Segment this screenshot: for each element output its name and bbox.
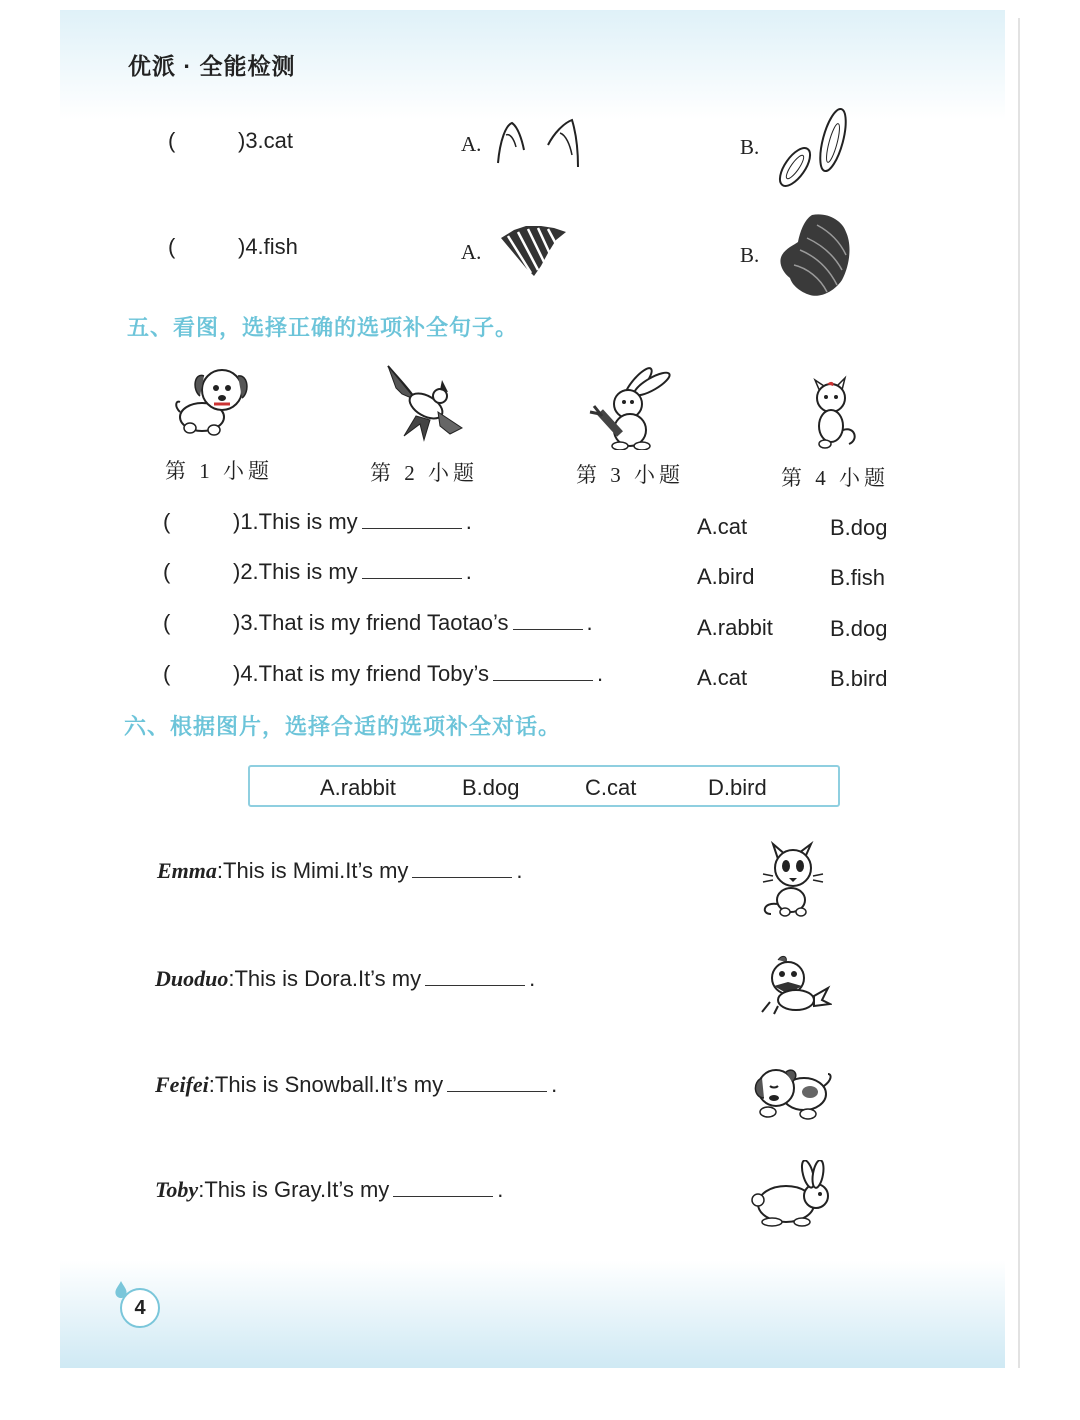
section-6-title: 六、根据图片，选择合适的选项补全对话。 [124,714,562,739]
option-a-label: A. [461,240,482,264]
dialog-line: Toby:This is Gray.It’s my . [155,1177,504,1202]
bird-icon [756,952,832,1016]
section-5-title: 五、看图，选择正确的选项补全句子。 [127,315,519,340]
choice-b: B.dog [830,616,888,641]
choice-a: A.rabbit [697,615,773,640]
page-number: 4 [120,1288,160,1328]
bird-wing-icon [496,218,571,280]
answer-blank[interactable] [493,661,593,681]
cat-icon [805,370,861,452]
dog-icon [750,1058,834,1122]
speaker-name: Toby [155,1177,199,1202]
question-row: ( )1.This is my . [163,509,472,534]
choice-a: A.cat [697,665,748,690]
answer-blank[interactable] [362,509,462,529]
choice-b: B.dog [830,515,888,540]
dialog-line: Duoduo:This is Dora.It’s my . [155,966,536,991]
answer-blank[interactable] [447,1072,547,1092]
word-bank-item: C.cat [585,775,637,800]
picture-label: 第 2 小题 [370,461,478,485]
question-row: ( )3.That is my friend Taotao’s . [163,610,593,635]
option-b-label: B. [740,243,760,267]
answer-blank[interactable] [412,858,512,878]
word-bank [248,765,840,807]
cat-ears-icon [488,115,588,175]
choice-a: A.bird [697,564,755,589]
answer-blank[interactable] [513,610,583,630]
dog-icon [170,362,254,438]
cat-icon [755,838,831,918]
question-row: ( )3.cat [168,128,294,153]
rabbit-ears-icon [775,105,855,190]
answer-blank[interactable] [425,966,525,986]
option-b-label: B. [740,135,760,159]
question-row: ( )4.That is my friend Toby’s . [163,661,604,686]
picture-label: 第 1 小题 [165,459,273,483]
speaker-name: Feifei [155,1072,209,1097]
page-title: 优派 · 全能检测 [128,53,296,79]
choice-a: A.cat [697,514,748,539]
dialog-line: Feifei:This is Snowball.It’s my . [155,1072,558,1097]
option-a-label: A. [461,132,482,156]
word-bank-item: B.dog [462,775,520,800]
word-bank-item: A.rabbit [320,775,396,800]
speaker-name: Duoduo [155,966,229,991]
rabbit-icon [580,362,672,450]
picture-label: 第 3 小题 [576,463,684,487]
answer-blank[interactable] [362,559,462,579]
question-row: ( )2.This is my . [163,559,472,584]
choice-b: B.bird [830,666,888,691]
fish-tail-icon [772,210,854,300]
choice-b: B.fish [830,565,886,590]
picture-label: 第 4 小题 [781,466,889,490]
bird-icon [380,360,466,442]
dialog-line: Emma:This is Mimi.It’s my . [157,858,523,883]
question-row: ( )4.fish [168,234,298,259]
answer-blank[interactable] [393,1177,493,1197]
page-edge [1018,18,1020,1368]
rabbit-icon [746,1160,834,1230]
word-bank-item: D.bird [708,775,767,800]
speaker-name: Emma [157,858,217,883]
